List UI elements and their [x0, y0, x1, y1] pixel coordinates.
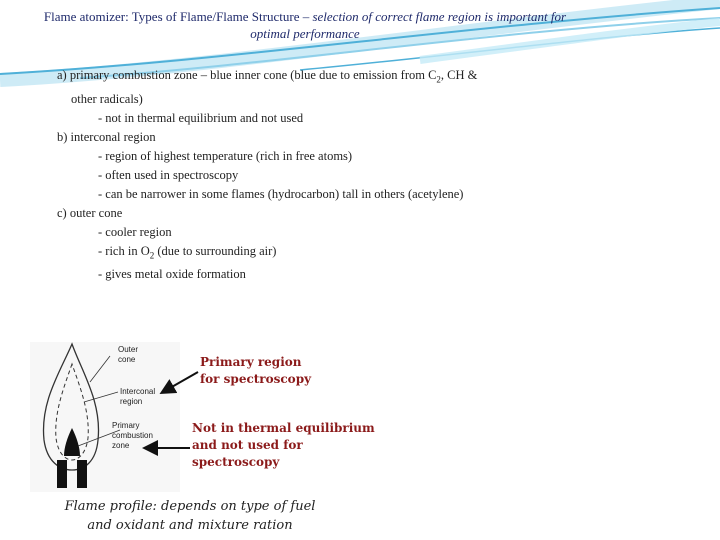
region-c-heading: c) outer cone: [57, 205, 123, 220]
callout-line: spectroscopy: [192, 455, 280, 469]
label-primary-2: combustion: [112, 431, 153, 440]
flame-diagram: [30, 342, 180, 492]
label-primary-1: Primary: [112, 421, 140, 430]
label-inter-1: Interconal: [120, 387, 156, 396]
callout-not-used: [192, 420, 375, 471]
flame-regions-list: [57, 66, 617, 284]
region-b-item: - region of highest temperature (rich in free atoms): [98, 148, 353, 163]
label-outer-2: cone: [118, 355, 136, 364]
region-a-item: - not in thermal equilibrium and not used: [98, 110, 304, 125]
burner-left: [57, 460, 67, 488]
region-a-line1: a) primary combustion zone – blue inner cone (blue due to emission from $C_2$, CH &: [57, 68, 478, 85]
region-b-heading: b) interconal region: [57, 129, 156, 144]
title-italic: selection of correct flame region is important for: [312, 9, 567, 24]
region-c-item: - cooler region: [98, 224, 172, 239]
region-a-line2: other radicals): [71, 91, 143, 106]
caption-line: and oxidant and mixture ration: [87, 518, 293, 533]
title-line2: optimal performance: [250, 26, 360, 41]
label-primary-3: zone: [112, 441, 130, 450]
figure-caption: [55, 497, 325, 535]
callout-line: for spectroscopy: [200, 372, 312, 386]
region-b-item: - can be narrower in some flames (hydrocarbon) tall in others (acetylene): [98, 186, 464, 201]
region-c-item: - rich in $O_2$ (due to surrounding air): [98, 243, 277, 260]
label-outer-1: Outer: [118, 345, 139, 354]
callout-primary-region: [200, 354, 311, 388]
caption-line: Flame profile: depends on type of fuel: [64, 499, 316, 514]
region-b-item: - often used in spectroscopy: [98, 167, 239, 182]
page-title: [0, 8, 610, 42]
callout-line: Primary region: [200, 355, 302, 369]
label-inter-2: region: [120, 397, 143, 406]
burner-right: [77, 460, 87, 488]
callout-line: Not in thermal equilibrium: [192, 421, 375, 435]
callout-line: and not used for: [192, 438, 303, 452]
title-prefix: Flame atomizer: Types of Flame/Flame Structure –: [43, 9, 313, 24]
region-c-item: - gives metal oxide formation: [98, 267, 246, 281]
